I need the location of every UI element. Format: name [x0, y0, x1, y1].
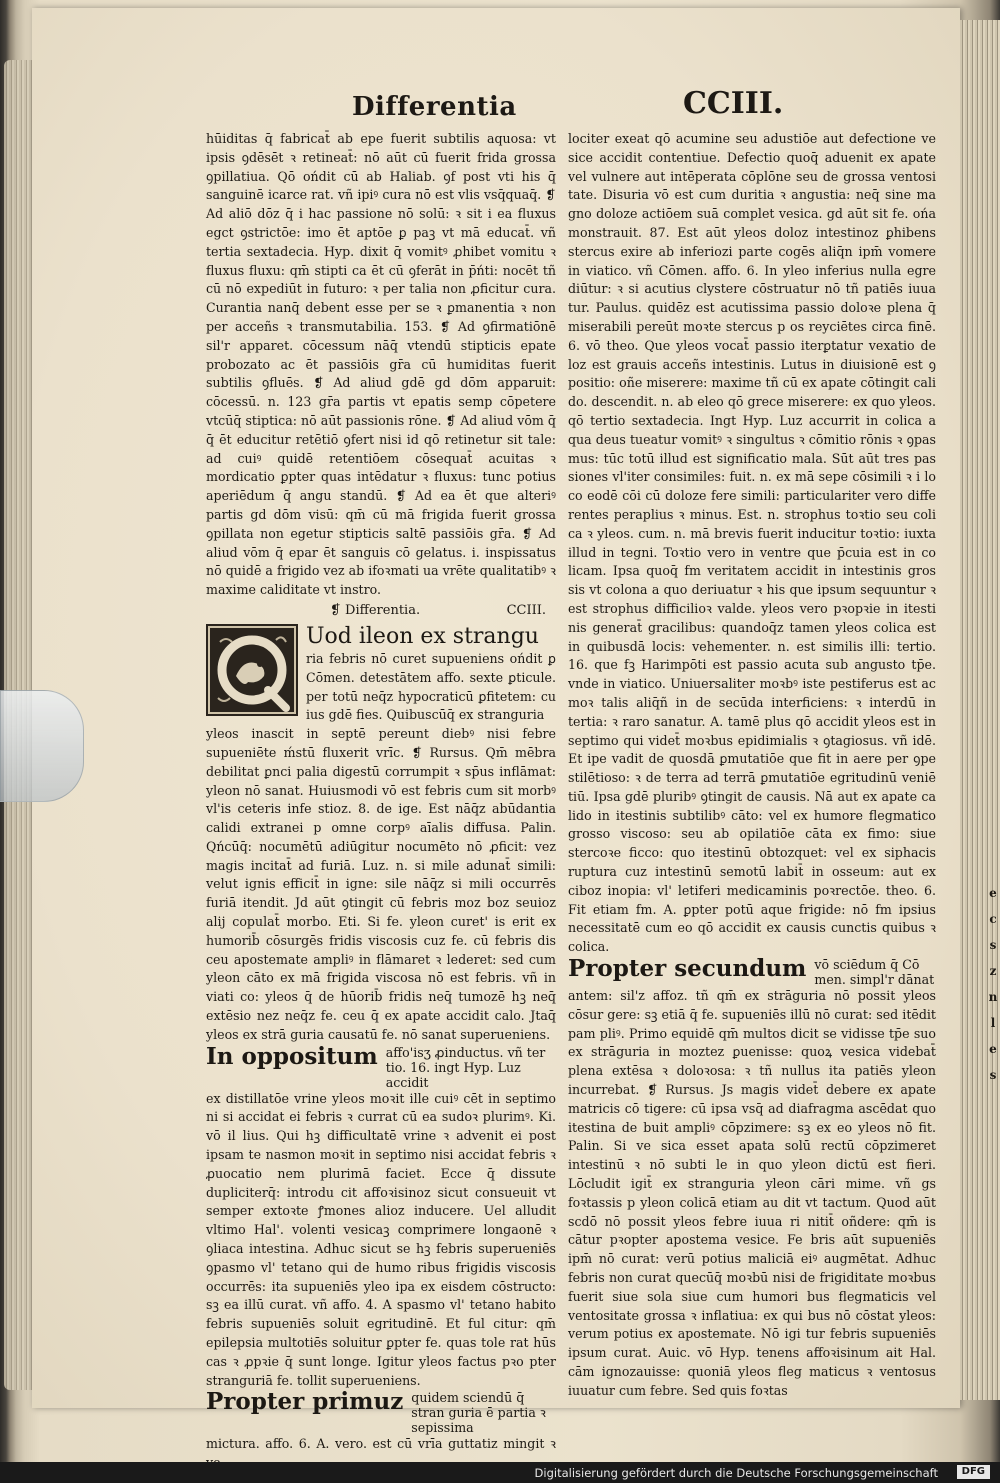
left-paragraph-2: yleos inascit in septē pereunt diebꝰ nisi febre supueniēte ḿstū fluxerit vrīc. ❡ Rursus. Qm̄ mēbra debilitat ꝑnci palia digestū corrumpit ꝛ sp̄us inflāmat: yleon nō sanat. Huiusmodi vō est febris cum sit morbꝰ vl'is ceteris infe stioz. 8. de ige. Est nāq̄z abūdantia calidi extranei p omne corpꝰ aīalis diffusa. Palin. Qńcūq̄: nocumētū adiūgitur nocumēto nō ꝓficit: vez magis incitat̄ ad furiā. Luz. n. si mile adunat̄ simili: velut ignis efficit̄ in igne: sile nāq̄z si mili occurrēs furiā itendit. Jd aūt ꝯtingit cū febris moz boz seuioz alij copulat̄ morbo. Eti. Si fe. yleon curet' is erit ex humorib̄ cōsurgēs fridis viscosis cuz fe. cū febris dis ceu apostemate ampliꝰ in flāmaret ꝛ lederet: sed cum yleon cāto ex mā frigida viscosa nō est febris. vñ in viati co: yleos q̄ de hūorib̄ fridis neq̄ tumozē hꝫ neq̄ extēsio nez neq̄z fe. ceu q̄ ex apate accidit calo. Jtaq̄ yleos ex strā guria causatū fe. nō sanat superueniens.: [206, 726, 556, 1042]
margin-glyph: z: [989, 964, 997, 978]
left-text-column: [206, 130, 556, 1473]
margin-glyph: s: [989, 1068, 997, 1082]
heading-text: Propter secundum: [568, 955, 807, 983]
right-margin-glyphs: [986, 880, 1000, 1088]
margin-glyph: e: [989, 1042, 997, 1056]
right-paragraph-1: lociter exeat qō acumine seu adustiōe aut defectione ve sice accidit contentiue. Defectio quoq̄ aduenit ex apate vel vulnere aut intēperata cōplōne seu de grossa ventosi tate. Disuria vō est cum duritia ꝛ angustia: neq̄ sine ma gno doloze actiōem suā complet vesica. gd aūt sit fe. ońa monstrauit. 87. Est aūt yleos doloz intestinoz ꝑhibens stercus exire ab inferiozi parte cogēs aliq̄n ipm̄ vomere in viatico. vñ Cōmen. affo. 6. In yleo inferius nulla egre diūtur: ꝛ si acutius clystere cōstruatur nō tñ patiēs iuua tur. Paulus. quidēz est acutissima passio doloꝛe plena q̄ miserabili pereūt moꝛte stercus p os reyciētes circa finē. 6. vō theo. Que yleos vocat̄ passio iterꝑtatur vexatio de loz est grauis acceñs intestinis. Lutus in diuisionē est ꝯ positio: oñe miserere: maxime tñ cū ex apate cōtingit cali do. descendit. n. ab eleo qō grece miserere: ex quo yleos. qō tertio sextadecia. Ingt Hyp. Luz accurrit in colica a qua deus tueatur vomitꝰ ꝛ singultus ꝛ cōmitio rōnis ꝛ ꝯpas mus: tūc totū illud est significatio mala. Sūt aūt tres pas siones vl'iter consimiles: fuit. n. ex mā sepe cōsimili ꝛ i lo co eodē cōi cū doloze fere simili: particulariter vero diffe rentes peraplius ꝛ minus. Est. n. strophus toꝛtio seu coli ca ꝛ yleos. cum. n. mā brevis fuerit inducitur toꝛtio: iuxta illud in tegni. Toꝛtio vero in ventre que p̄cuia est in co licam. Ipsa quoq̄ fm veritatem accidit in intestinis gros sis vt colona a quo deriuatur ꝛ his que ipsum sequuntur ꝛ est strophus difficilioꝛ valde. yleos vero pꝛopꝛie in itesti nis generat̄ gracilibus: quandoq̄z tamen yleos colica est in quibusdā locis: vehementer. n. est similis illi: tertio. 16. que fꝫ Harimpōti est passio acuta sub angusto tp̄e. vnde in viatico. Uniuersaliter moꝛbꝰ iste pestiferus est ac moꝛ talis aliq̄ñ in de secūda interficiens: ꝛ interdū in tertia: ꝛ raro sanatur. A. tamē plus qō accidit yleos est in septimo qui videt̄ moꝛbus epidimialis ꝛ ꝯtagiosus. vñ idē. Et ipe vadit de quosdā ꝑmutatiōe que fit in aere per ꝯpe stilētioso: ꝛ de terra ad terrā ꝑmutatiōe egritudinū veniē tiū. Ipsa gdē pluribꝰ ꝯtingit de causis. Nā aut ex apate ca lido in itestinis subtilibꝰ cāto: vel ex humore flegmatico grosso viscoso: seu ab opilatiōe cāta ex fimo: siue stercoꝛe ficco: quo itestinū obtozquet: vel ex siphacis ruptura cuz intestinū semotū labit̄ in osseum: aut ex ciboz inopia: vl' letiferi medicaminis poꝛrectōe. theo. 6. Fit etiam fm. A. ꝑpter potū aque frigide: nō fm ipsius necessitatē cum eo qō accidit ex causis cunctis quibus ꝛ colica.: [568, 131, 936, 955]
margin-glyph: n: [988, 990, 998, 1004]
heading-in-oppositum: [206, 1042, 556, 1090]
decorated-initial-block: [206, 624, 556, 725]
initial-line: Uod ileon ex strangu: [306, 623, 539, 649]
right-text-column: [568, 130, 936, 1401]
decorated-initial-q-icon: [206, 624, 298, 716]
margin-glyph: e: [989, 886, 997, 900]
running-head: Differentia: [352, 92, 517, 122]
folio-number: CCIII.: [683, 86, 784, 121]
heading-text: In oppositum: [206, 1042, 378, 1070]
initial-side-paragraph: ria febris nō curet supueniens ońdit ꝑ Cōmen. detestātem affo. sexte ꝑticule. per totū neq̄z hypocraticū ꝑfitetem: cu ius gdē fies. Quibuscūq̄ ex stranguria: [306, 650, 556, 723]
heading-continuation: affo'isʒ ꝓinductus. vñ ter tio. 16. ingt Hyp. Luz accidit: [385, 1044, 546, 1090]
digitization-footer: [0, 1462, 1000, 1483]
left-paragraph-4: mictura. affo. 6. A. vero. est cū vrīa guttatiz mingit ꝛ: [206, 1436, 556, 1452]
heading-text: Propter primuz: [206, 1388, 404, 1416]
rubric-number: CCIII.: [506, 602, 546, 618]
heading-continuation: vō sciēdum q̄ Cō men. simpl'r dānat: [814, 957, 935, 988]
heading-propter-secundum: [568, 957, 936, 987]
right-paragraph-2: antem: sil'z affoz. tñ qm̄ ex strāguria nō possit yleos cōsur gere: sꝫ etiā q̄ fe. supueniēs illū nō curat: sed itēdit pam pliꝰ. Primo equidē qm̄ multos dicit se vidisse tp̄e suo ex strāguria in moztez ꝑuenisse: quoꝝ vesica videbat̄ plena extēsa ꝛ doloꝛosa: ꝛ tñ nullus ita patiēs yleon incurrebat. ❡ Rursus. Js magis videt̄ debere ex apate matricis cō tigere: cū ipsa vsq̄ ad diafragma ascēdat quo itestina de buit ampliꝰ cōpzimere: sꝫ ex eo yleos nō fit. Palin. Si ve sica esset apata solū rectū cōpzimeret intestinū ꝛ nō subti le in quo yleon dictū est fieri. Lōcludit igit̄ ex stranguria yleon cāri mime. vñ gs foꝛtassis p yleon colicā etiam au dit vt tactum. Quod aūt scdō nō possit yleos febre iuua ri nitit̄ oñdere: qm̄ is cātur pꝛopter apostema vesice. Fe bris aūt supueniēs ipm̄ nō curat: verū potius maliciā eiꝰ augmētat. Adhuc febris non curat quecūq̄ moꝛbū nisi de frigiditate moꝛbus fuerit siue sola siue cum humori bus flegmaticis vel ventositate grossa ꝛ inflatiua: ex qui bus nō cōstat yleos: verum potius ex apostemate. Nō igi tur febris supueniēs ipsum curat. Auic. vō Hyp. tenens affoꝛisinum ait Hal. cām ignozauisse: quoniā yleos fleg maticus ꝛ ventosus iuuatur cum febre. Sed quis foꝛtas: [568, 988, 936, 1398]
margin-glyph: l: [990, 1016, 996, 1030]
section-rubric: [206, 600, 556, 622]
heading-propter-primuz: [206, 1390, 556, 1435]
book-right-page-edges: [960, 20, 1000, 1400]
rubric-label: ❡ Differentia.: [330, 602, 421, 618]
margin-glyph: s: [989, 938, 997, 952]
left-paragraph-1: hūiditas q̄ fabricat̄ ab epe fuerit subtilis aquosa: vt ipsis ꝯdēsēt ꝛ retineat̄: nō aūt cū fuerit frida grossa ꝯpillatiua. Qō ońdit cū ab Haliab. ꝯf post vti his q̄ sanguinē icarce rat. vñ ipiꝰ cura nō est vlis vsq̄quaq̄. ❡ Ad aliō dōz q̄ i hac passione nō solū: ꝛ sit i ea fluxus egct ꝯstrictōe: imo ēt aptōe ꝑ paꝫ vt mā educat̄. vñ tertia sextadecia. Hyp. dixit q̄ vomitꝰ ꝓhibet vomitu ꝛ fluxus fluxu: qm̄ stipti ca ēt cū ꝯferāt in p̄ńti: nocēt tñ cū nō expediūt in futuro: ꝛ per talia non ꝓficitur cura. Curantia nanq̄ debent esse per se ꝛ ꝑmanentia ꝛ non per acceñs ꝛ transmutabilia. 153. ❡ Ad ꝯfirmatiōnē sil'r apparet. cōcessum nāq̄ vtendū stipticis epate probozato ac ēt passiōis gr̄a cū humiditas fuerit subtilis ꝯfluēs. ❡ Ad aliud gdē gd dōm apparuit: cōcessū. n. 123 gr̄a partis vt epatis semp cōpetere vtcūq̄ stiptica: nō aūt passionis rōne. ❡ Ad aliud vōm q̄ q̄ ēt educitur retētiō ꝯfert nisi id qō retinetur sit tale: ad cuiꝰ quidē retentiōem cōsequat̄ acuitas ꝛ mordicatio ꝑpter quas intēdatur ꝛ fluxus: tunc potius aperiēdum q̄ angu standū. ❡ Ad ea ēt que alteriꝰ partis gd dōm visū: qm̄ cū mā frigida fuerit grossa ꝯpillata non egetur stipticis saltē passiōis gr̄a. ❡ Ad aliud vōm q̄ epar ēt sanguis cō gelatus. i. inspissatus nō quidē a frigido vez ab ifoꝛmati ua vrēte qualitatibꝰ ꝛ maxime caliditate vt instro.: [206, 131, 556, 598]
funding-credit: Digitalisierung gefördert durch die Deutsche Forschungsgemeinschaft: [534, 1466, 938, 1480]
initial-side-text: [306, 624, 556, 725]
page-clip: [0, 690, 84, 802]
dfg-logo: DFG: [957, 1465, 990, 1479]
margin-glyph: c: [989, 912, 997, 926]
left-paragraph-3: ex distillatōe vrine yleos moꝛit ille cuiꝰ cēt in septimo ni si accidat ei febris ꝛ currat cū ea sudoꝛ plurimꝰ. Ki. vō il lius. Qui hꝫ difficultatē vrine ꝛ advenit ei post ipsam te nasmon moꝛit in septimo nisi accidat febris ꝛ ꝓuocatio nem plurimā faciet. Ecce q̄ dissute dupliciterq̄: introdu cit affoꝛisinoz sicut consueuit vt semper extoꝛte ꝭmones alioz inducere. Uel alludit vltimo Hal'. volenti vesicaꝫ comprimere longaonē ꝛ ꝯliaca intestina. Adhuc sicut se hꝫ febris superueniēs ꝯpasmo vl' tetano qui de humo ribus frigidis viscosis occurrēs: ita supueniēs yleo ipa ex eisdem cōstructo: sꝫ ea illū curat. vñ affo. 4. A spasmo vl' tetano habito febris supueniēs soluit egritudinē. Et ful citur: qm̄ epilepsia multotiēs soluitur ꝑpter fe. quas tole rat hūs cas ꝛ ꝓpꝛie q̄ sunt longe. Igitur yleos factus pꝛo pter stranguriā fe. tollit superueniens.: [206, 1090, 556, 1388]
heading-continuation: quidem sciendū q̄ stran guria ē partia ꝛ sepissima: [411, 1390, 546, 1436]
